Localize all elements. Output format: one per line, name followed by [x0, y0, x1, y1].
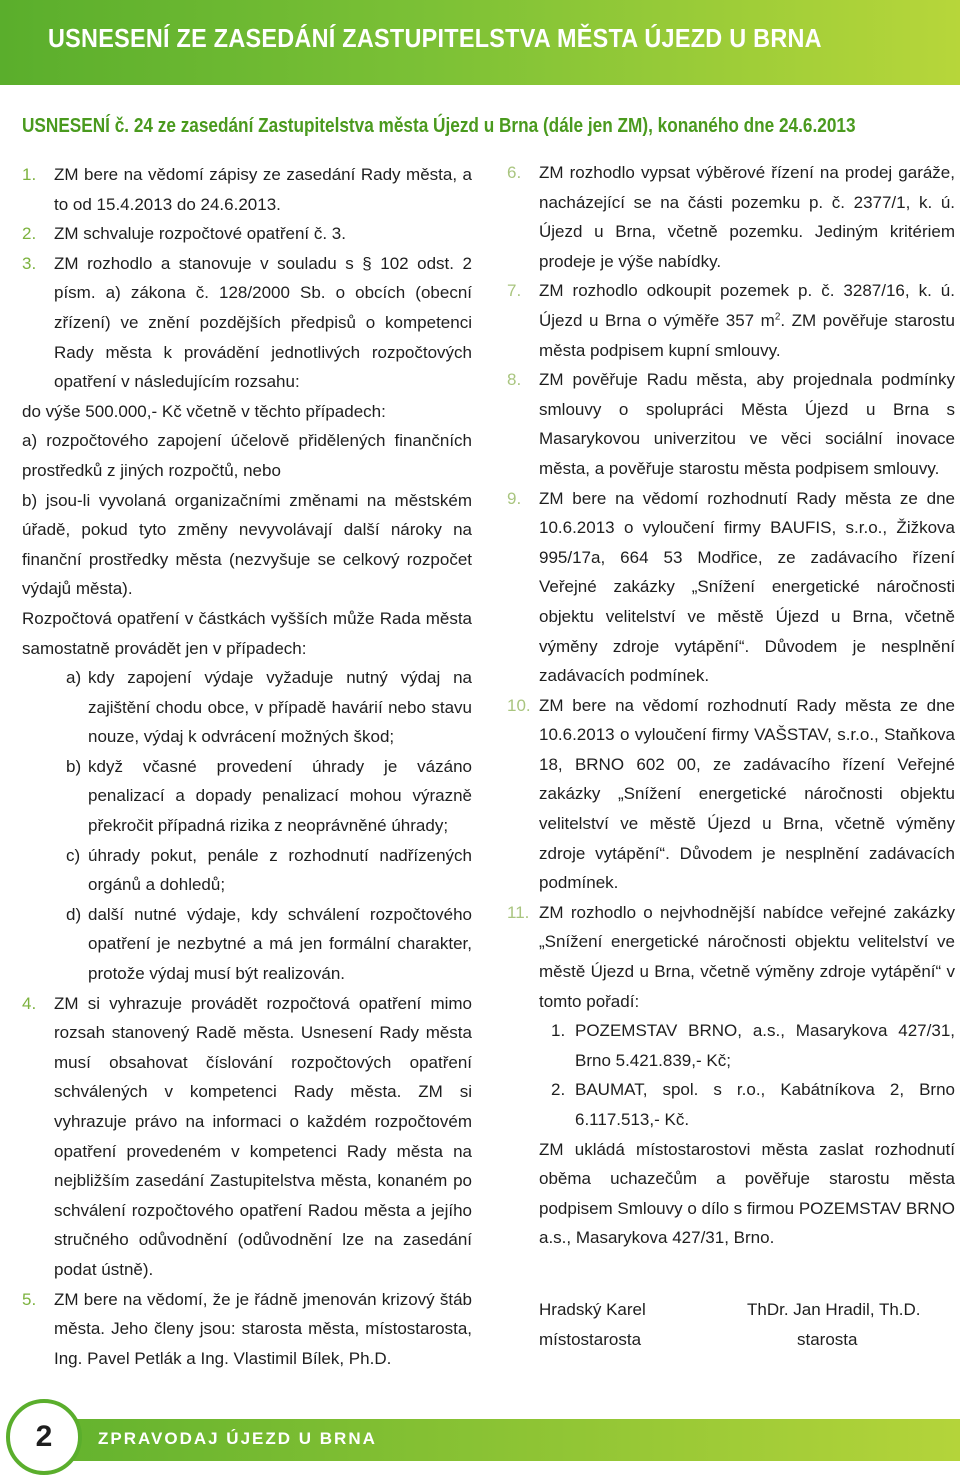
item-number: 9.: [507, 488, 522, 508]
list-item-1: [22, 160, 472, 219]
bid-number: 1.: [551, 1021, 566, 1041]
item-number: 5.: [22, 1289, 37, 1309]
list-item-8: [507, 365, 955, 483]
sub-item-d: [22, 900, 472, 989]
list-item-9: [507, 484, 955, 691]
list-item-3: [22, 249, 472, 397]
item-number: 6.: [507, 163, 522, 182]
item-text-part: ZM rozhodlo odkoupit pozemek p. č. 3287/16, k. ú. Újezd u Brna o výměře 357 m: [539, 281, 955, 330]
item-text-part: . ZM pověřuje starostu města podpisem kupní smlouvy.: [539, 310, 955, 360]
bid-item-1: [539, 1016, 955, 1075]
item-number: 8.: [507, 370, 522, 390]
list-item-2: [22, 219, 472, 249]
signature-deputy-mayor: [539, 1295, 646, 1354]
item-text: ZM pověřuje Radu města, aby projednala podmínky smlouvy o spolupráci Města Újezd u Brna s Masarykovou univerzitou ve věci sociální inovace města, a pověřuje starostu města podpisem smlouvy.: [539, 370, 955, 478]
item-number: 4.: [22, 993, 37, 1013]
signature-role: starosta: [797, 1329, 858, 1349]
sub-text: úhrady pokut, penále z rozhodnutí nadřízených orgánů a dohledů;: [88, 845, 472, 895]
list-item-5: [22, 1285, 472, 1374]
sub-text: když včasné provedení úhrady je vázáno penalizací a dopady penalizací mohou výrazně překročit případná rizika z neoprávněné úhrady;: [88, 756, 472, 836]
higher-amounts-intro: Rozpočtová opatření v částkách vyšších může Rada města samostatně provádět jen v případech:: [22, 608, 472, 658]
list-item-6: [507, 158, 955, 276]
superscript: 2: [774, 311, 781, 323]
item-number: 3.: [22, 253, 37, 273]
bid-item-2: [539, 1075, 955, 1134]
signature-name: Hradský Karel: [539, 1299, 646, 1319]
limit-text: do výše 500.000,- Kč včetně v těchto případech:: [22, 401, 386, 421]
item-text: ZM rozhodlo a stanovuje v souladu s § 102 odst. 2 písm. a) zákona č. 128/2000 Sb. o obcích (obecní zřízení) ve znění pozdějších předpisů o kompetenci Rady města k provádění jednotlivých rozpočtových opatření v následujícím rozsahu:: [54, 253, 472, 392]
sub-letter: c): [66, 845, 81, 865]
item-number: 10.: [507, 695, 531, 715]
header-banner: [0, 0, 960, 85]
closing-text: ZM ukládá místostarostovi města zaslat rozhodnutí oběma uchazečům a pověřuje starostu města podpisem Smlouvy o dílo s firmou POZEMSTAV BRNO a.s., Masarykova 427/31, Brno.: [539, 1139, 955, 1248]
resolution-subtitle: USNESENÍ č. 24 ze zasedání Zastupitelstva města Újezd u Brna (dále jen ZM), konaného dne 24.6.2013: [22, 115, 856, 137]
bid-text: BAUMAT, spol. s r.o., Kabátníkova 2, Brno 6.117.513,- Kč.: [575, 1080, 955, 1129]
sub-item-b: [22, 752, 472, 841]
item-text: ZM schvaluje rozpočtové opatření č. 3.: [54, 224, 346, 244]
bid-number: 2.: [551, 1080, 566, 1100]
signature-role: místostarosta: [539, 1329, 642, 1349]
item-text: ZM bere na vědomí, že je řádně jmenován krizový štáb města. Jeho členy jsou: starosta města, místostarosta, Ing. Pavel Petlák a Ing. Vlastimil Bílek, Ph.D.: [54, 1289, 472, 1368]
sub-letter: d): [66, 904, 82, 924]
signature-name: ThDr. Jan Hradil, Th.D.: [747, 1299, 921, 1319]
page-title: USNESENÍ ZE ZASEDÁNÍ ZASTUPITELSTVA MĚSTA ÚJEZD U BRNA: [48, 23, 822, 53]
signatures: [539, 1295, 955, 1355]
page-number: 2: [6, 1399, 82, 1475]
list-item-11: [507, 898, 955, 1355]
sub-text: kdy zapojení výdaje vyžaduje nutný výdaj na zajištění chodu obce, v případě havárií nebo stavu nouze, výdaj k odvrácení možných škod;: [88, 668, 472, 747]
sub-letter: a): [66, 668, 82, 688]
list-item-10: [507, 691, 955, 898]
item-text: ZM bere na vědomí rozhodnutí Rady města ze dne 10.6.2013 o vyloučení firmy VAŠSTAV, s.r.o., Staňkova 18, BRNO 602 00, ze zadávacího řízení Veřejné zakázky „Snížení energetické náročnosti objektu velitelství ve městě Újezd u Brna, včetně výměny zdroje vytápění“. Důvodem je nesplnění zadávacích podmínek.: [539, 695, 955, 893]
left-column: [22, 160, 472, 1373]
item-text: ZM si vyhrazuje provádět rozpočtová opatření mimo rozsah stanovený Radě města. Usnesení Rady města musí obsahovat číslování rozpočtových opatření schválených v kompetenci Rady města. ZM si vyhrazuje právo na informaci o každém rozpočtovém opatření provedeném v kompetenci Rady města na nejbližším zasedání Zastupitelstva města, konaném po schválení rozpočtového opatření Radou města a jejího stručného odůvodnění (odůvodnění lze na zasedání podat ústně).: [54, 993, 472, 1279]
case-b-text: b) jsou-li vyvolaná organizačními změnami na městském úřadě, pokud tyto změny nevyvolávají další nároky na finanční prostředky města (nezvyšuje se celkový rozpočet výdajů města).: [22, 490, 472, 599]
item-text: ZM rozhodlo vypsat výběrové řízení na prodej garáže, nacházející se na části pozemku p. č. 2377/1, k. ú. Újezd u Brna, včetně pozemku. Jediným kritériem prodeje je výše nabídky.: [539, 163, 955, 271]
list-item-7: [507, 276, 955, 365]
signature-mayor: [747, 1295, 921, 1354]
item-number: 2.: [22, 224, 37, 244]
sub-item-c: [22, 841, 472, 900]
sub-letter: b): [66, 756, 82, 776]
sub-text: další nutné výdaje, kdy schválení rozpočtového opatření je nezbytné a má jen formální charakter, protože výdaj musí být realizován.: [88, 904, 472, 984]
item-text: ZM bere na vědomí rozhodnutí Rady města ze dne 10.6.2013 o vyloučení firmy BAUFIS, s.r.o., Žižkova 995/17a, 664 53 Modřice, ze zadávacího řízení Veřejné zakázky „Snížení energetické náročnosti objektu velitelství ve městě Újezd u Brna, včetně výměny zdroje vytápění“. Důvodem je nesplnění zadávacích podmínek.: [539, 488, 955, 686]
item-text: ZM rozhodlo o nejvhodnější nabídce veřejné zakázky „Snížení energetické náročnosti objektu velitelství ve městě Újezd u Brna, včetně výměny zdroje vytápění“ v tomto pořadí:: [539, 902, 955, 1011]
item-number: 7.: [507, 281, 522, 301]
bid-text: POZEMSTAV BRNO, a.s., Masarykova 427/31, Brno 5.421.839,- Kč;: [575, 1021, 955, 1070]
item-text: [539, 276, 955, 365]
item-text: ZM bere na vědomí zápisy ze zasedání Rady města, a to od 15.4.2013 do 24.6.2013.: [54, 165, 472, 214]
publication-name: ZPRAVODAJ ÚJEZD U BRNA: [98, 1429, 377, 1448]
footer: [0, 1395, 960, 1479]
right-column: [507, 158, 955, 1355]
sub-item-a: [22, 663, 472, 752]
item-number: 11.: [507, 902, 530, 922]
list-item-4: [22, 989, 472, 1285]
case-a-text: a) rozpočtového zapojení účelově přidělených finančních prostředků z jiných rozpočtů, nebo: [22, 431, 472, 480]
item-number: 1.: [22, 165, 37, 184]
